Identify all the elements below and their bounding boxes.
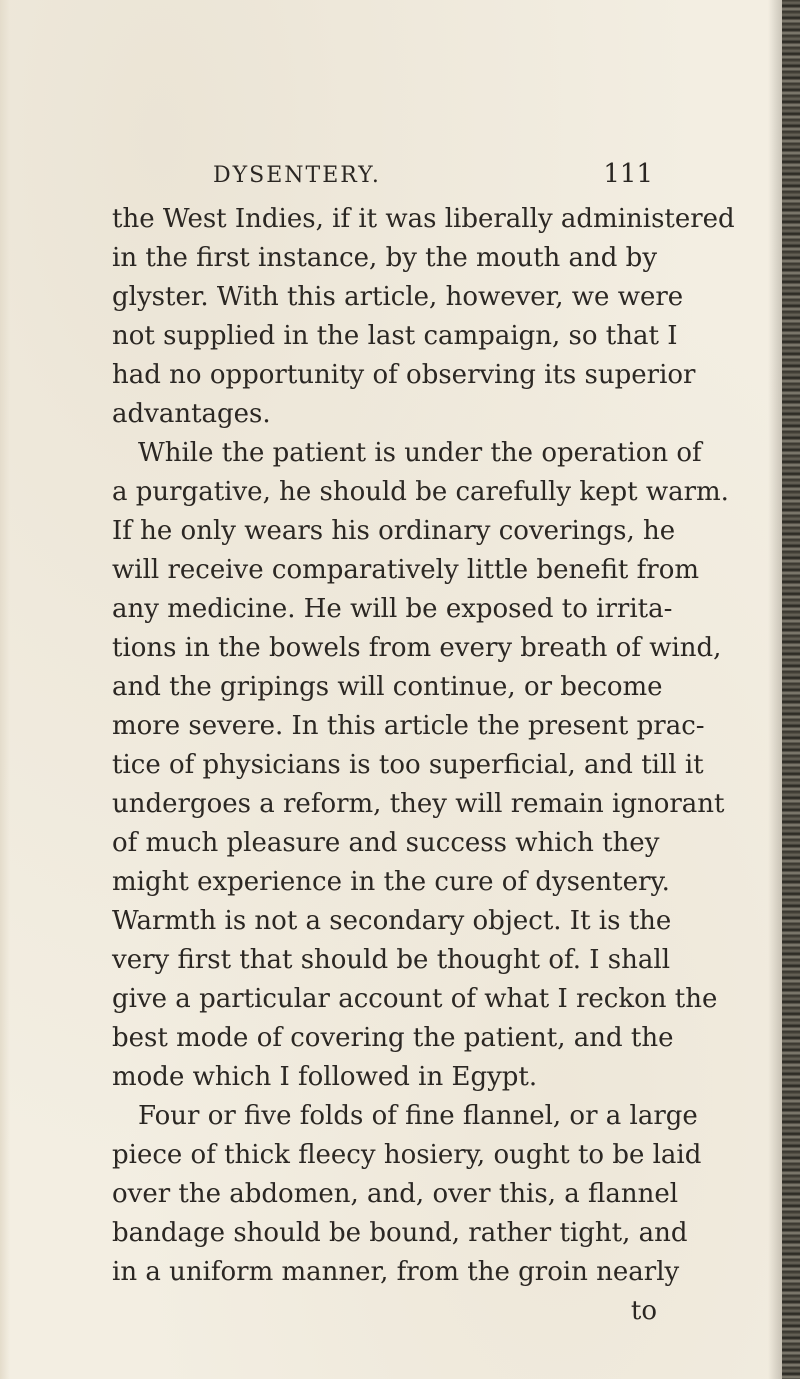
- text-line: over the abdomen, and, over this, a flannel: [112, 1179, 679, 1209]
- page-edge-shading: [0, 0, 10, 1379]
- text-line: undergoes a reform, they will remain ignorant: [112, 789, 725, 819]
- running-title: DYSENTERY.: [213, 163, 381, 188]
- text-line: very first that should be thought of. I shall: [112, 945, 671, 975]
- text-line: and the gripings will continue, or become: [112, 672, 663, 702]
- text-line: any medicine. He will be exposed to irrita-: [112, 594, 673, 624]
- page-number: 111: [603, 159, 653, 189]
- text-line: tions in the bowels from every breath of wind,: [112, 633, 722, 663]
- text-line: a purgative, he should be carefully kept warm.: [112, 477, 729, 507]
- book-spine: [782, 0, 800, 1379]
- text-line: bandage should be bound, rather tight, and: [112, 1218, 688, 1248]
- text-line: of much pleasure and success which they: [112, 828, 660, 858]
- text-line: Warmth is not a secondary object. It is the: [112, 906, 672, 936]
- text-line: Four or five folds of fine flannel, or a large: [138, 1101, 698, 1131]
- page-header: [213, 159, 653, 199]
- text-line: If he only wears his ordinary coverings, he: [112, 516, 676, 546]
- text-line: give a particular account of what I reckon the: [112, 984, 718, 1014]
- text-line: While the patient is under the operation of: [138, 438, 702, 468]
- gutter-shadow: [768, 0, 782, 1379]
- text-line: advantages.: [112, 399, 271, 429]
- text-line: had no opportunity of observing its superior: [112, 360, 696, 390]
- text-line: the West Indies, if it was liberally administered: [112, 204, 735, 234]
- text-line: glyster. With this article, however, we were: [112, 282, 684, 312]
- text-line: tice of physicians is too superficial, and till it: [112, 750, 704, 780]
- text-line: not supplied in the last campaign, so that I: [112, 321, 678, 351]
- catchword: to: [630, 1296, 657, 1326]
- text-line: in a uniform manner, from the groin nearly: [112, 1257, 680, 1287]
- text-line: piece of thick fleecy hosiery, ought to be laid: [112, 1140, 702, 1170]
- text-line: in the first instance, by the mouth and by: [112, 243, 658, 273]
- text-line: best mode of covering the patient, and the: [112, 1023, 674, 1053]
- body-text: [112, 200, 735, 1331]
- text-line: might experience in the cure of dysentery.: [112, 867, 670, 897]
- text-line: more severe. In this article the present prac-: [112, 711, 705, 741]
- text-line: will receive comparatively little benefit from: [112, 555, 700, 585]
- text-line: mode which I followed in Egypt.: [112, 1062, 538, 1092]
